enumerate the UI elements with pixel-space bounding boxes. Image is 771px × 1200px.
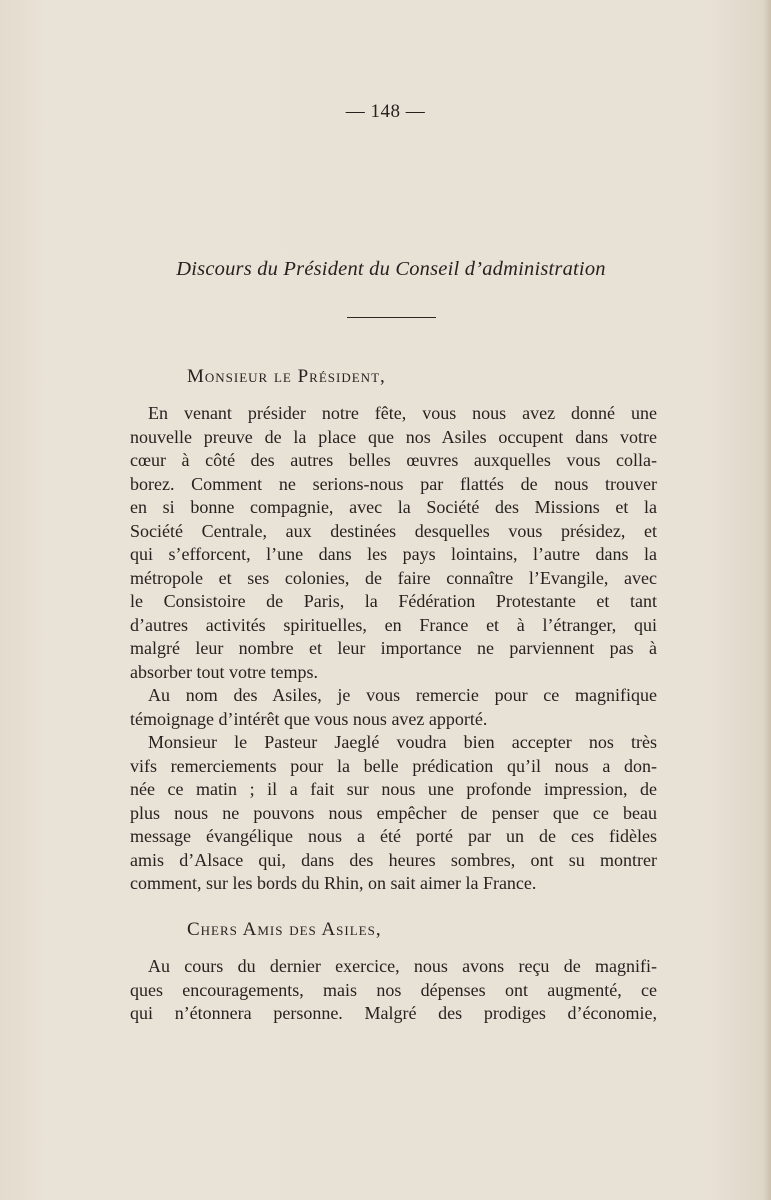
text-line: métropole et ses colonies, de faire connaître l’Evangile, avec: [130, 567, 657, 588]
text-line: témoignage d’intérêt que vous nous avez apporté.: [130, 708, 488, 729]
paragraph-block-2: [130, 955, 657, 1026]
text-line: amis d’Alsace qui, dans des heures sombres, ont su montrer: [130, 849, 657, 870]
text-line: vifs remerciements pour la belle prédication qu’il nous a don-: [130, 755, 657, 776]
page-title: Discours du Président du Conseil d’administration: [176, 258, 606, 280]
text-line: d’autres activités spirituelles, en France et à l’étranger, qui: [130, 614, 657, 635]
title-divider: [347, 317, 436, 318]
text-line: qui n’étonnera personne. Malgré des prodiges d’économie,: [130, 1003, 657, 1023]
text-line: message évangélique nous a été porté par un de ces fidèles: [130, 826, 657, 846]
paragraph-block-1: [130, 402, 657, 896]
text-line: cœur à côté des autres belles œuvres auxquelles vous colla-: [130, 450, 657, 470]
page-number: — 148 —: [345, 101, 426, 122]
text-line: malgré leur nombre et leur importance ne parviennent pas à: [130, 638, 657, 658]
text-line: nouvelle preuve de la place que nos Asiles occupent dans votre: [130, 426, 657, 447]
text-line: plus nous ne pouvons nous empêcher de penser que ce beau: [130, 802, 657, 823]
salutation-friends: Chers Amis des Asiles,: [187, 919, 382, 940]
text-line: en si bonne compagnie, avec la Société des Missions et la: [130, 497, 657, 517]
text-line: comment, sur les bords du Rhin, on sait aimer la France.: [130, 873, 537, 893]
text-line: le Consistoire de Paris, la Fédération Protestante et tant: [130, 591, 657, 611]
text-line: borez. Comment ne serions-nous par flattés de nous trouver: [130, 473, 657, 494]
text-line: qui s’efforcent, l’une dans les pays lointains, l’autre dans la: [130, 544, 657, 564]
text-line: En venant présider notre fête, vous nous avez donné une: [148, 403, 657, 423]
text-line: née ce matin ; il a fait sur nous une profonde impression, de: [130, 779, 657, 799]
page-edge-shadow: [763, 0, 771, 1200]
text-line: Monsieur le Pasteur Jaeglé voudra bien accepter nos très: [148, 732, 657, 752]
text-line: Au nom des Asiles, je vous remercie pour ce magnifique: [148, 685, 657, 705]
text-line: Au cours du dernier exercice, nous avons reçu de magnifi-: [148, 956, 657, 976]
text-line: ques encouragements, mais nos dépenses ont augmenté, ce: [130, 979, 657, 1000]
text-line: absorber tout votre temps.: [130, 661, 318, 682]
salutation-president: Monsieur le Président,: [187, 366, 386, 387]
text-line: Société Centrale, aux destinées desquelles vous présidez, et: [130, 520, 657, 541]
